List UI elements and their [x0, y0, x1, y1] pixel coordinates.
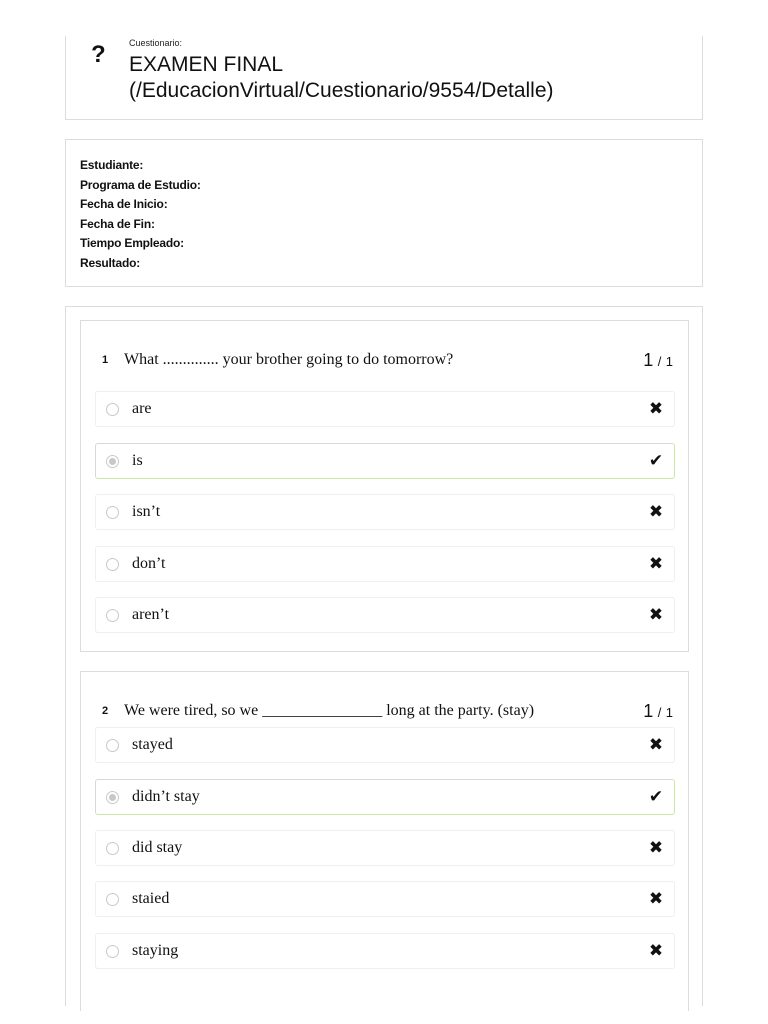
question-card — [80, 320, 689, 652]
quiz-header — [65, 36, 703, 120]
option-label: stayed — [132, 736, 173, 753]
score-max: 1 — [665, 705, 673, 720]
radio-button[interactable] — [106, 842, 119, 855]
question-score — [643, 350, 673, 371]
cross-icon: ✖ — [648, 838, 664, 858]
radio-button[interactable] — [106, 893, 119, 906]
answer-option[interactable] — [95, 391, 675, 427]
question-number: 2 — [102, 705, 109, 717]
score-separator: / — [657, 705, 662, 720]
answer-option[interactable] — [95, 779, 675, 815]
start-date-label: Fecha de Inicio: — [80, 197, 168, 211]
answer-option[interactable] — [95, 546, 675, 582]
score-separator: / — [657, 354, 662, 369]
answer-option[interactable] — [95, 881, 675, 917]
result-label: Resultado: — [80, 255, 141, 270]
option-label: didn’t stay — [132, 788, 200, 805]
question-mark-icon: ? — [91, 41, 106, 68]
cross-icon: ✖ — [648, 399, 664, 419]
score-max: 1 — [665, 354, 673, 369]
radio-button[interactable] — [106, 455, 119, 468]
cross-icon: ✖ — [648, 889, 664, 909]
option-label: are — [132, 400, 152, 417]
answer-option[interactable] — [95, 727, 675, 763]
option-label: did stay — [132, 839, 183, 856]
end-date-label: Fecha de Fin: — [80, 216, 155, 231]
cross-icon: ✖ — [648, 554, 664, 574]
question-number: 1 — [102, 354, 109, 366]
questions-panel — [65, 306, 703, 1006]
time-spent-label: Tiempo Empleado: — [80, 236, 184, 250]
radio-button[interactable] — [106, 791, 119, 804]
question-score — [643, 701, 673, 722]
option-label: don’t — [132, 555, 166, 572]
radio-button[interactable] — [106, 739, 119, 752]
option-label: staied — [132, 890, 170, 907]
answer-option[interactable] — [95, 933, 675, 969]
cross-icon: ✖ — [648, 941, 664, 961]
cross-icon: ✖ — [648, 735, 664, 755]
question-text: We were tired, so we _______________ long at the party. (stay) — [124, 702, 535, 719]
student-info-panel — [65, 139, 703, 287]
cross-icon: ✖ — [648, 502, 664, 522]
check-icon: ✔ — [648, 787, 664, 807]
program-label: Programa de Estudio: — [80, 177, 201, 192]
answer-option[interactable] — [95, 443, 675, 479]
radio-button[interactable] — [106, 403, 119, 416]
score-obtained: 1 — [643, 701, 654, 721]
option-label: staying — [132, 942, 179, 959]
option-label: isn’t — [132, 503, 161, 520]
check-icon: ✔ — [648, 451, 664, 471]
question-text: What .............. your brother going to do tomorrow? — [124, 351, 454, 368]
question-header — [81, 702, 688, 722]
radio-button[interactable] — [106, 506, 119, 519]
option-label: is — [132, 452, 143, 469]
question-card — [80, 671, 689, 1011]
radio-button[interactable] — [106, 945, 119, 958]
radio-button[interactable] — [106, 558, 119, 571]
score-obtained: 1 — [643, 350, 654, 370]
answer-option[interactable] — [95, 494, 675, 530]
answer-option[interactable] — [95, 597, 675, 633]
radio-button[interactable] — [106, 609, 119, 622]
answer-option[interactable] — [95, 830, 675, 866]
quiz-kicker: Cuestionario: — [129, 38, 183, 48]
quiz-title: EXAMEN FINAL (/EducacionVirtual/Cuestionario/9554/Detalle) — [129, 53, 554, 102]
student-label: Estudiante: — [80, 158, 144, 172]
cross-icon: ✖ — [648, 605, 664, 625]
question-header — [81, 351, 688, 371]
option-label: aren’t — [132, 606, 170, 623]
